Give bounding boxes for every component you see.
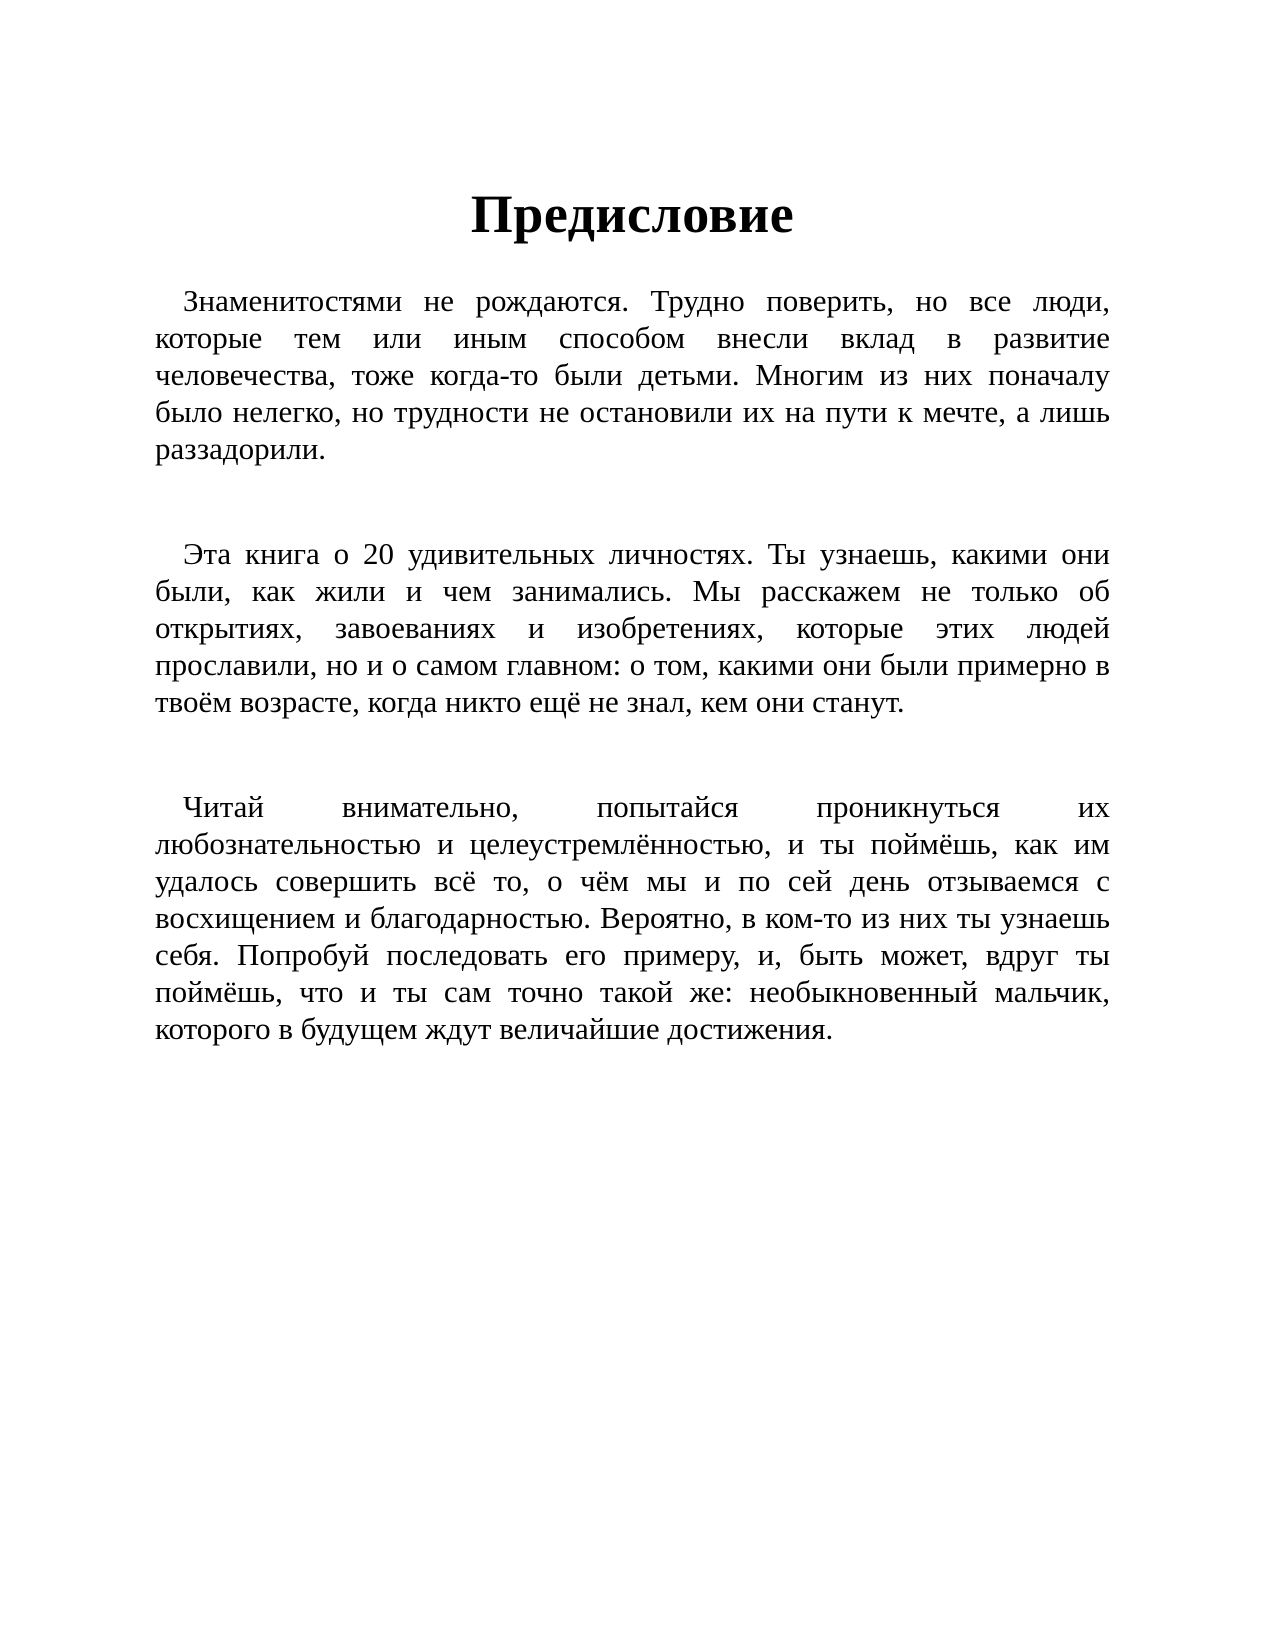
text-line: себя. Попробуй последовать его примеру, и, быть может, вдруг ты	[155, 937, 1110, 972]
text-line: удалось совершить всё то, о чём мы и по сей день отзываемся с	[155, 863, 1110, 898]
text-line: поймёшь, что и ты сам точно такой же: необыкновенный мальчик,	[155, 974, 1110, 1009]
text-line: которого в будущем ждут величайшие достижения.	[155, 1011, 834, 1046]
text-line: Знаменитостями не рождаются. Трудно поверить, но все люди,	[183, 283, 1110, 318]
text-line: человечества, тоже когда-то были детьми. Многим из них поначалу	[155, 357, 1110, 392]
text-line: было нелегко, но трудности не остановили их на пути к мечте, а лишь	[155, 394, 1110, 429]
text-line: Читай внимательно, попытайся проникнуться их	[183, 789, 1110, 824]
text-line: любознательностью и целеустремлённостью, и ты поймёшь, как им	[155, 826, 1110, 861]
text-line: восхищением и благодарностью. Вероятно, в ком-то из них ты узнаешь	[155, 900, 1110, 935]
text-line: были, как жили и чем занимались. Мы расскажем не только об	[155, 573, 1110, 608]
text-line: прославили, но и о самом главном: о том, какими они были примерно в	[155, 647, 1110, 682]
text-line: твоём возрасте, когда никто ещё не знал, кем они станут.	[155, 684, 905, 719]
text-line: открытиях, завоеваниях и изобретениях, которые этих людей	[155, 610, 1110, 645]
text-line: которые тем или иным способом внесли вклад в развитие	[155, 320, 1110, 355]
text-line: раззадорили.	[155, 431, 327, 466]
preface-text	[155, 282, 1110, 1047]
page-title: Предисловие	[470, 184, 795, 244]
paragraph	[155, 282, 1110, 467]
paragraph	[155, 788, 1110, 1047]
text-line: Эта книга о 20 удивительных личностях. Ты узнаешь, какими они	[183, 536, 1110, 571]
paragraph	[155, 535, 1110, 720]
